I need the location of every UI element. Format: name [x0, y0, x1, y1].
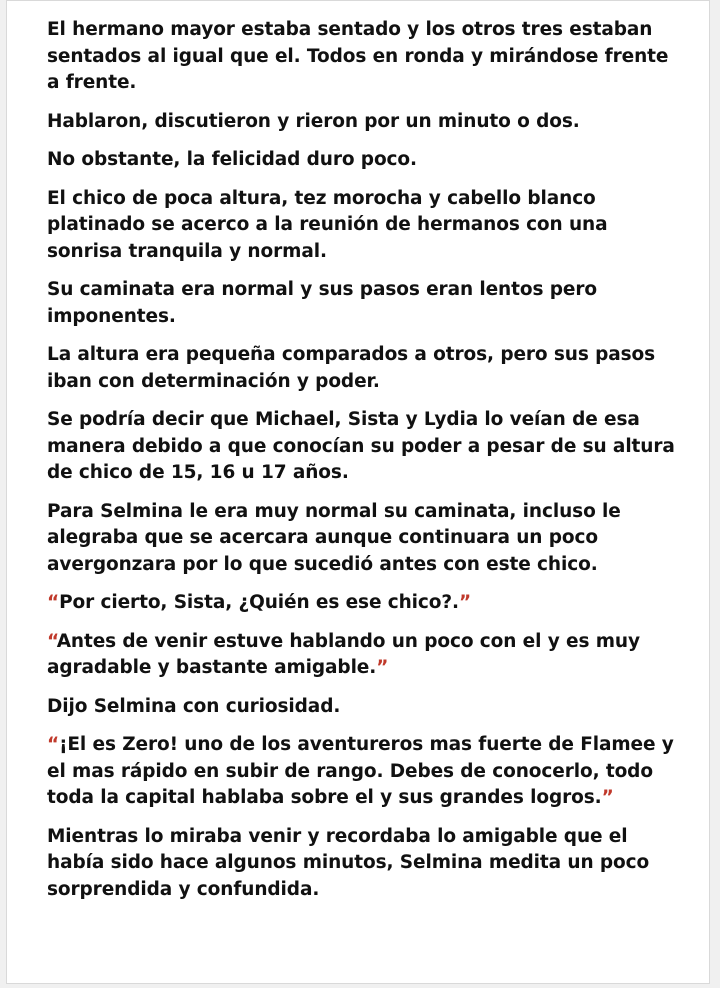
document-page: [6, 0, 710, 984]
paragraph-text: No obstante, la felicidad duro poco.: [47, 149, 417, 170]
paragraph-text: Mientras lo miraba venir y recordaba lo amigable que el había sido hace algunos minutos, Selmina medita un poco sorprendida y confundida.: [47, 825, 650, 900]
paragraph-text: La altura era pequeña comparados a otros, pero sus pasos iban con determinación y poder.: [47, 344, 656, 392]
paragraph: [47, 407, 687, 487]
dialogue-paragraph: [47, 590, 687, 617]
paragraph-text: ¡El es Zero! uno de los aventureros mas fuerte de Flamee y el mas rápido en subir de rango. Debes de conocerlo, todo toda la capital hablaba sobre el y sus grandes logros.: [47, 734, 674, 808]
dialogue-paragraph: [47, 629, 687, 682]
paragraph-text: Hablaron, discutieron y rieron por un minuto o dos.: [47, 110, 580, 132]
paragraph-text: Por cierto, Sista, ¿Quién es ese chico?.: [59, 592, 459, 613]
paragraph-text: Se podría decir que Michael, Sista y Lydia lo veían de esa manera debido a que conocían su poder a pesar de su altura de chico de 15, 16 u 17 años.: [47, 409, 675, 483]
open-quote-mark: “: [47, 592, 60, 613]
paragraph-text: Dijo Selmina con curiosidad.: [47, 695, 341, 717]
open-quote-mark: “: [47, 734, 60, 755]
paragraph: [47, 147, 687, 174]
paragraph: [47, 824, 687, 904]
paragraph: [47, 342, 687, 395]
paragraph: [47, 277, 687, 330]
close-quote-mark: ”: [458, 592, 472, 613]
dialogue-paragraph: [47, 732, 687, 812]
open-quote-mark: “: [47, 630, 57, 652]
paragraph-text: El chico de poca altura, tez morocha y cabello blanco platinado se acerco a la reunión de hermanos con una sonrisa tranquila y normal.: [47, 187, 608, 262]
document-body: [47, 17, 687, 915]
paragraph: [47, 694, 687, 721]
close-quote-mark: ”: [376, 657, 389, 678]
paragraph-text: Antes de venir estuve hablando un poco con el y es muy agradable y bastante amigable.: [47, 630, 640, 678]
paragraph-text: Su caminata era normal y sus pasos eran lentos pero imponentes.: [47, 279, 597, 327]
paragraph: [47, 186, 687, 266]
paragraph: [47, 109, 687, 136]
paragraph: [47, 17, 687, 97]
paragraph-text: El hermano mayor estaba sentado y los otros tres estaban sentados al igual que el. Todos en ronda y mirándose frente a frente.: [47, 19, 669, 93]
paragraph: [47, 499, 687, 579]
close-quote-mark: ”: [601, 787, 614, 808]
paragraph-text: Para Selmina le era muy normal su caminata, incluso le alegraba que se acercara aunque continuara un poco avergonzara por lo que sucedió antes con este chico.: [47, 500, 621, 575]
